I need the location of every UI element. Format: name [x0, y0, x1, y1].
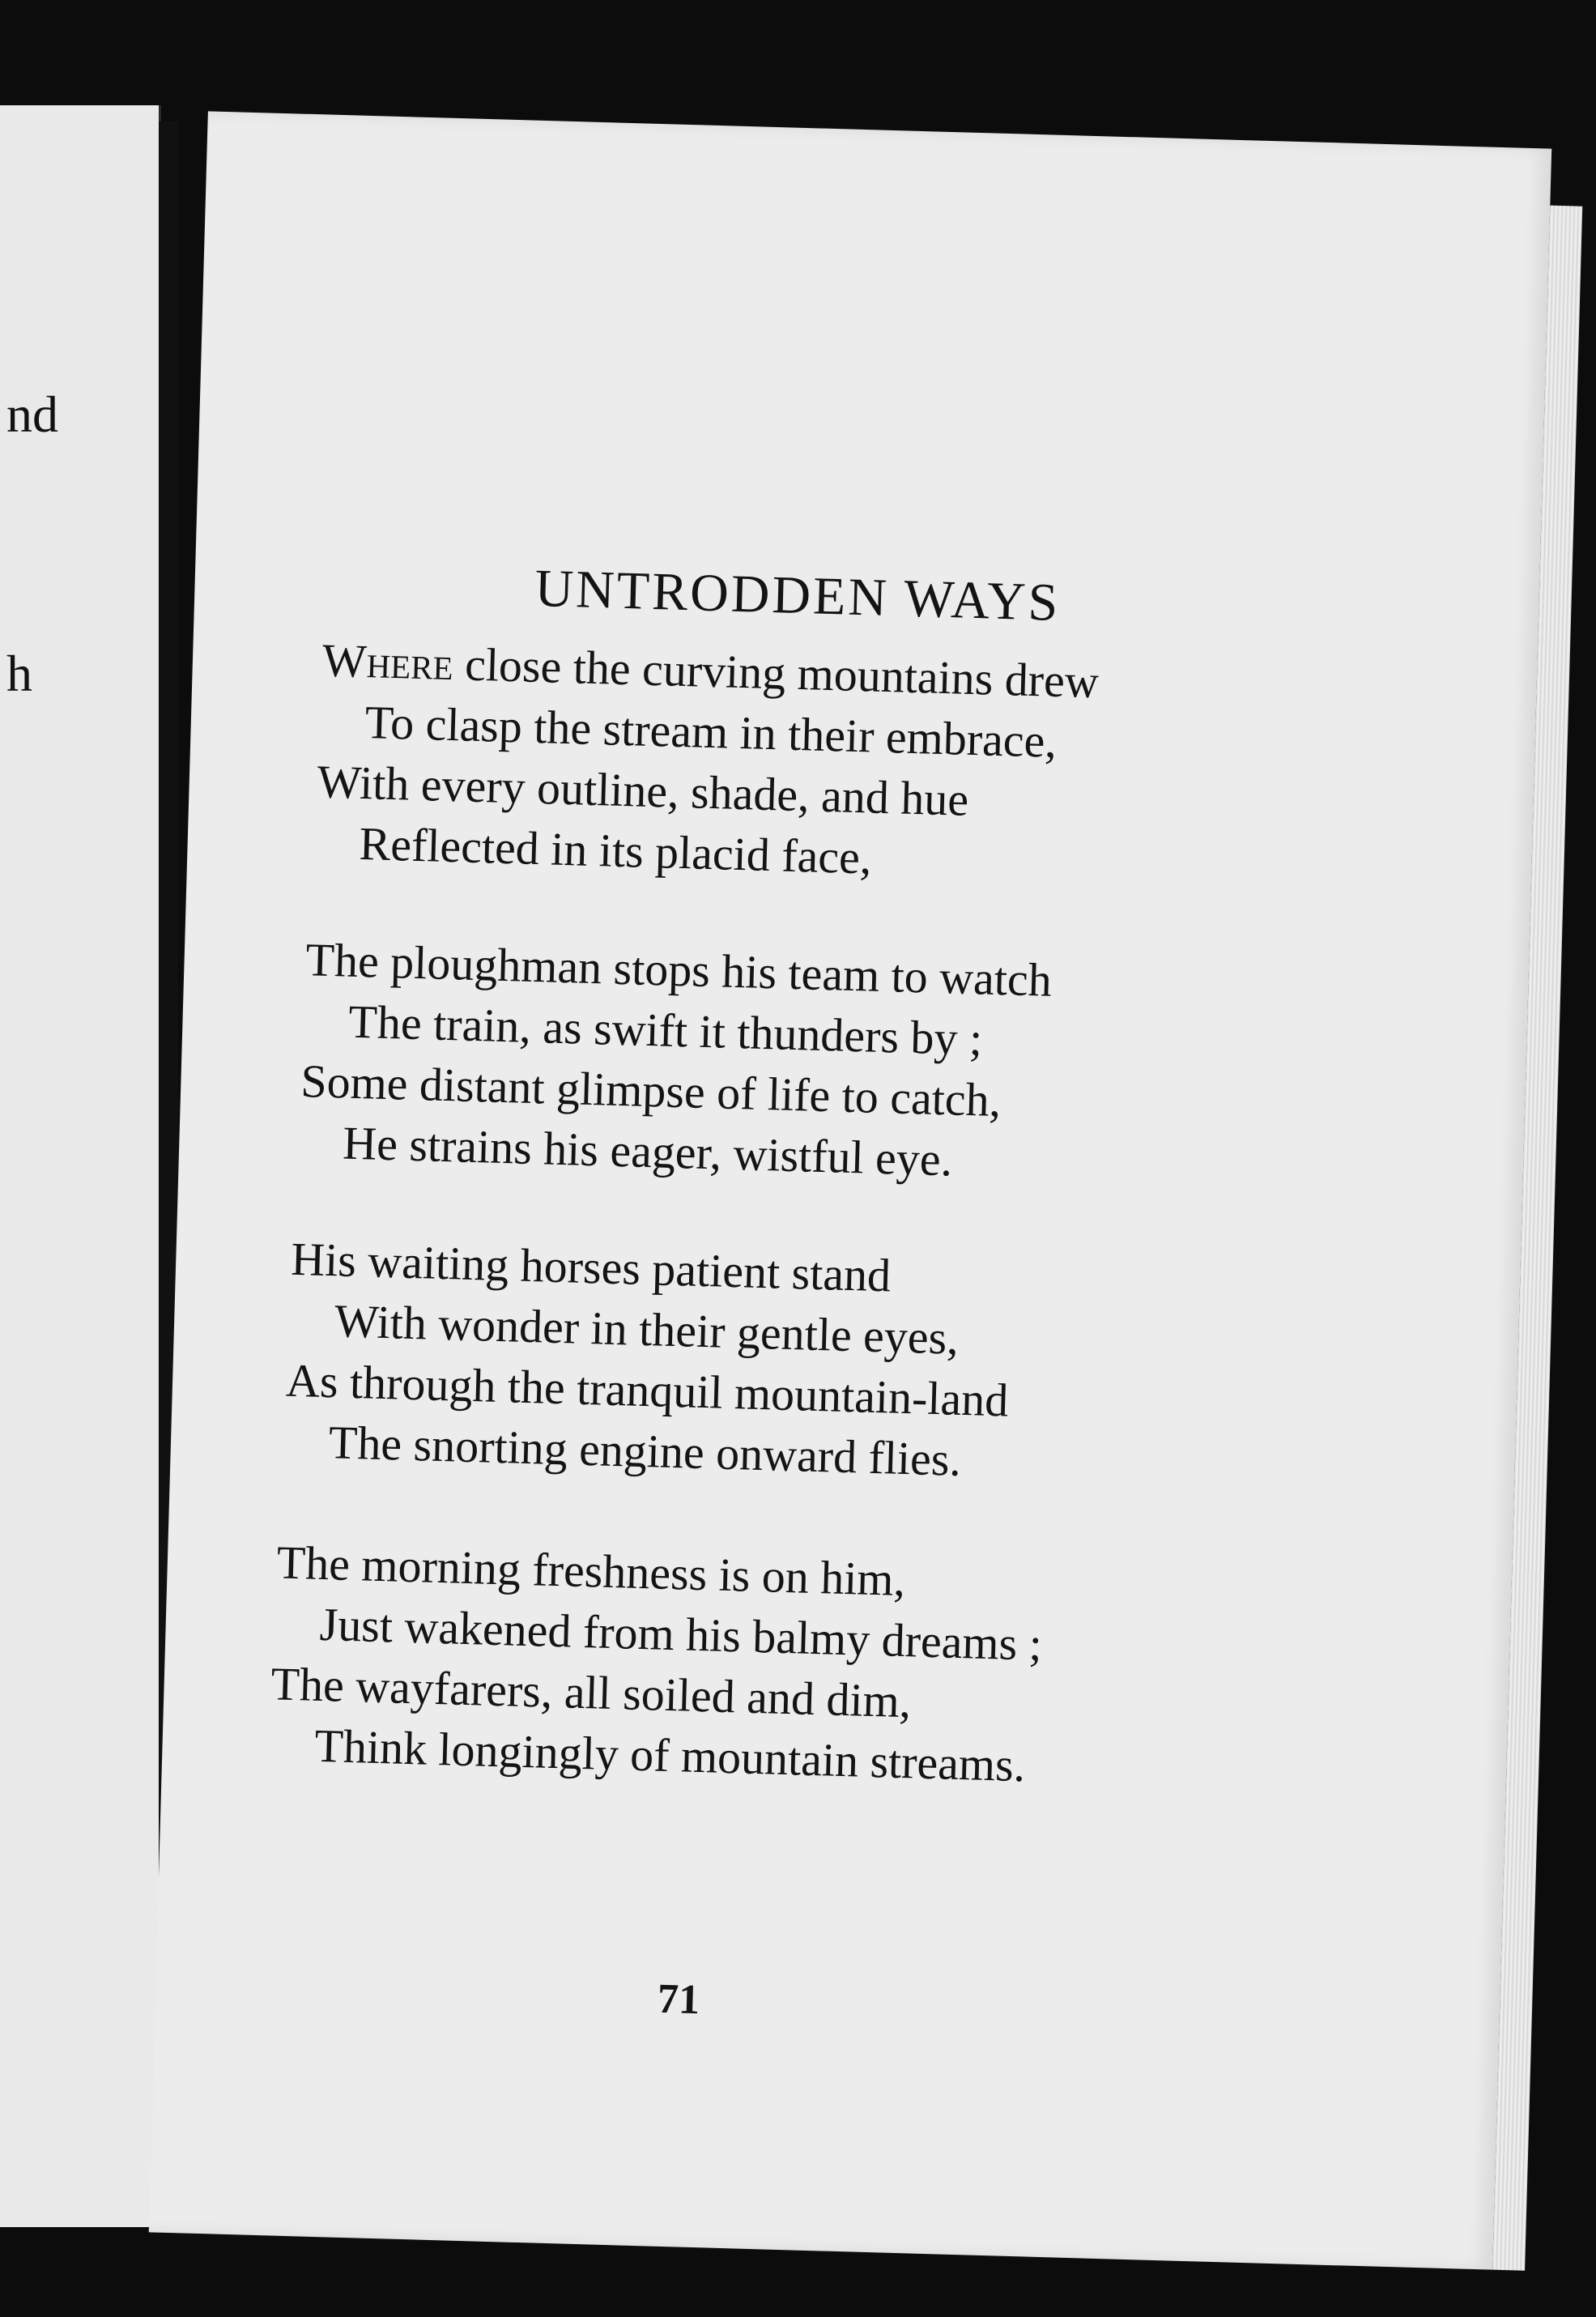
poem-title: UNTRODDEN WAYS: [534, 558, 1062, 632]
page-number: 71: [657, 1975, 700, 2024]
poem-line: Reflected in its placid face,: [358, 816, 873, 884]
previous-page-text-fragment: h: [6, 645, 32, 702]
poem-line: He strains his eager, wistful eye.: [342, 1116, 954, 1186]
poem-line: As through the tranquil mountain-land: [285, 1353, 1010, 1427]
poem: [149, 111, 1552, 2269]
dropcap-word: Where: [321, 633, 454, 691]
previous-page-text-fragment: nd: [6, 385, 58, 443]
poem-line: Just wakened from his balmy dreams ;: [318, 1597, 1043, 1671]
poem-line: Think longingly of mountain streams.: [313, 1719, 1027, 1792]
poem-line: Some distant glimpse of life to catch,: [300, 1054, 1002, 1127]
poem-line: The snorting engine onward flies.: [328, 1416, 962, 1486]
poem-line: The wayfarers, all soiled and dim,: [270, 1657, 913, 1728]
poem-line: The train, as swift it thunders by ;: [347, 995, 984, 1066]
poem-line: His waiting horses patient stand: [290, 1232, 892, 1302]
poem-line: The ploughman stops his team to watch: [304, 933, 1053, 1007]
poem-line-text: close the curving mountains drew: [452, 637, 1100, 709]
current-page: [149, 111, 1552, 2269]
poem-line: With wonder in their gentle eyes,: [334, 1294, 960, 1365]
poem-line: With every outline, shade, and hue: [316, 755, 970, 826]
poem-line: To clasp the stream in their embrace,: [364, 696, 1058, 768]
poem-line: The morning freshness is on him,: [276, 1535, 906, 1607]
previous-page: [0, 105, 161, 2227]
